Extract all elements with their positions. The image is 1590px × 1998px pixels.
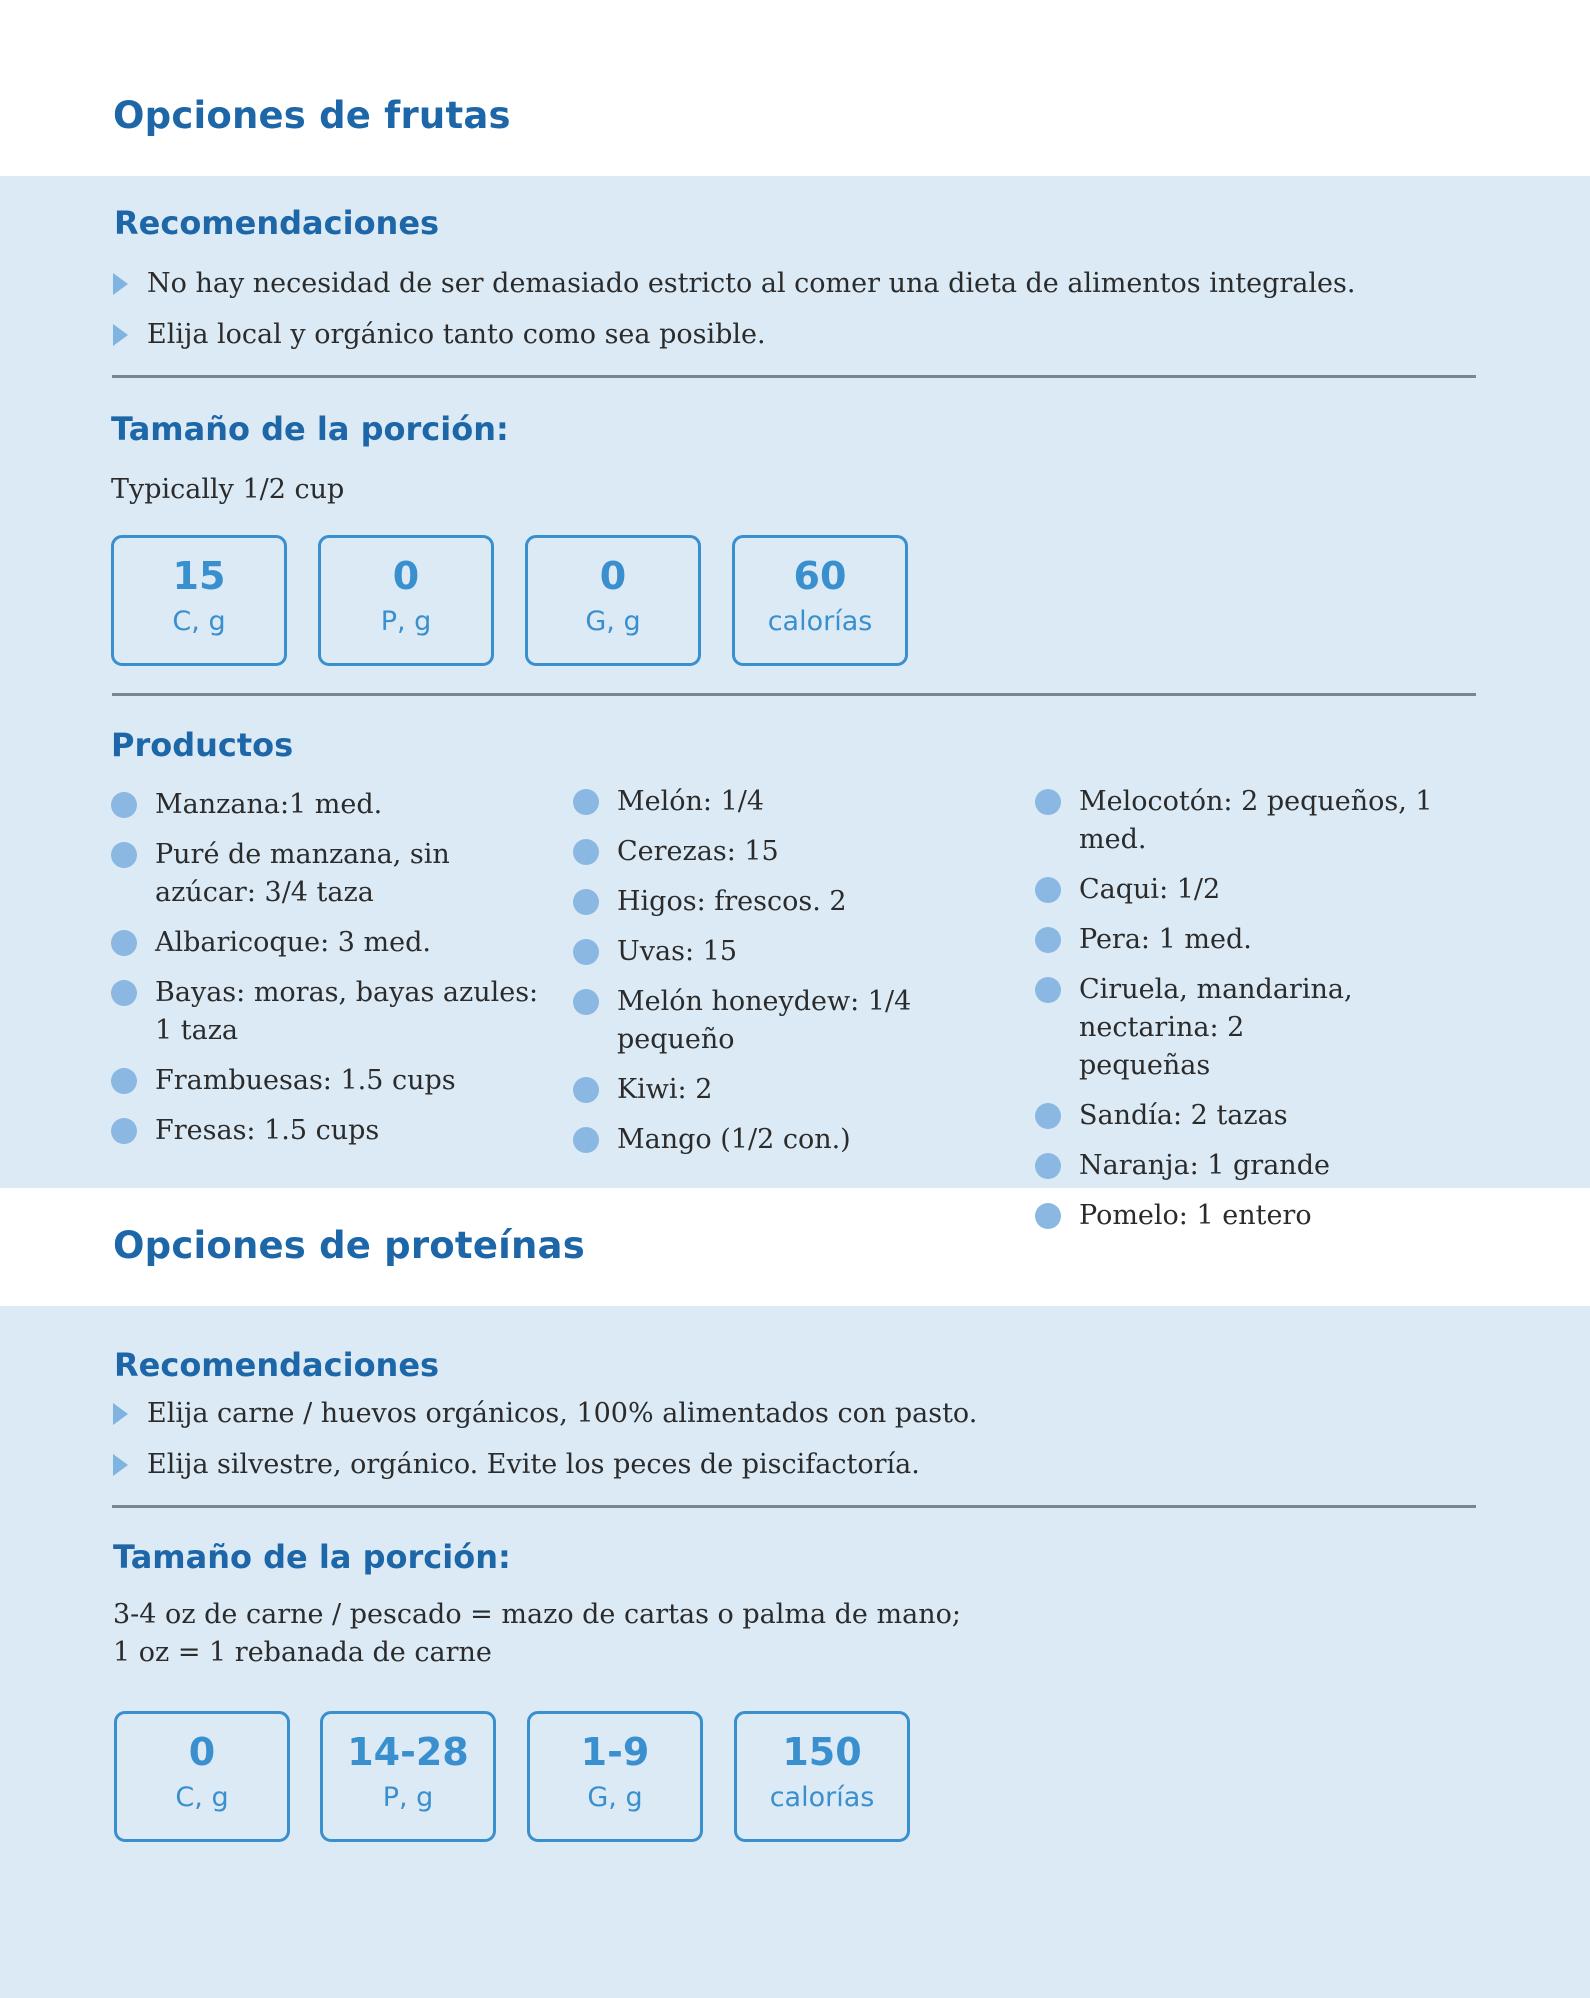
fruits-portion-text: Typically 1/2 cup bbox=[111, 474, 345, 505]
stat-value: 14-28 bbox=[347, 1730, 469, 1774]
circle-bullet-icon bbox=[573, 1077, 599, 1103]
circle-bullet-icon bbox=[1035, 1203, 1061, 1229]
stat-value: 0 bbox=[599, 554, 627, 598]
circle-bullet-icon bbox=[111, 842, 137, 868]
proteins-recommendations-title: Recomendaciones bbox=[114, 1346, 440, 1384]
divider bbox=[112, 375, 1476, 378]
triangle-bullet-icon bbox=[113, 273, 128, 295]
circle-bullet-icon bbox=[1035, 789, 1061, 815]
list-item: Albaricoque: 3 med. bbox=[111, 924, 551, 962]
list-item: Higos: frescos. 2 bbox=[573, 883, 933, 921]
circle-bullet-icon bbox=[1035, 1103, 1061, 1129]
stat-unit: C, g bbox=[175, 1782, 229, 1813]
proteins-protein-card bbox=[320, 1711, 496, 1842]
stat-unit: calorías bbox=[767, 606, 873, 637]
list-item: Elija silvestre, orgánico. Evite los peces de piscifactoría. bbox=[113, 1439, 977, 1490]
circle-bullet-icon bbox=[1035, 877, 1061, 903]
list-item: Mango (1/2 con.) bbox=[573, 1121, 933, 1159]
stat-unit: calorías bbox=[769, 1782, 875, 1813]
circle-bullet-icon bbox=[573, 939, 599, 965]
list-item: Cerezas: 15 bbox=[573, 833, 933, 871]
stat-value: 0 bbox=[188, 1730, 216, 1774]
triangle-bullet-icon bbox=[113, 1403, 128, 1425]
proteins-calories-card bbox=[734, 1711, 910, 1842]
list-item: Kiwi: 2 bbox=[573, 1071, 933, 1109]
list-item: Melón: 1/4 bbox=[573, 783, 933, 821]
proteins-fat-card bbox=[527, 1711, 703, 1842]
circle-bullet-icon bbox=[573, 839, 599, 865]
stat-unit: C, g bbox=[172, 606, 226, 637]
list-item: No hay necesidad de ser demasiado estricto al comer una dieta de alimentos integrales. bbox=[113, 258, 1355, 309]
circle-bullet-icon bbox=[1035, 927, 1061, 953]
list-item: Naranja: 1 grande bbox=[1035, 1147, 1495, 1185]
circle-bullet-icon bbox=[111, 930, 137, 956]
proteins-portion-line-1: 3-4 oz de carne / pescado = mazo de cartas o palma de mano; bbox=[113, 1599, 961, 1630]
circle-bullet-icon bbox=[573, 989, 599, 1015]
fruits-products-title: Productos bbox=[111, 726, 294, 764]
stat-unit: P, g bbox=[382, 1782, 434, 1813]
list-item: Bayas: moras, bayas azules: 1 taza bbox=[111, 974, 551, 1050]
list-item: Elija local y orgánico tanto como sea posible. bbox=[113, 309, 1355, 360]
list-item: Ciruela, mandarina, nectarina: 2 pequeñas bbox=[1035, 971, 1379, 1085]
circle-bullet-icon bbox=[111, 1068, 137, 1094]
proteins-recommendations-list bbox=[113, 1388, 977, 1490]
fruits-fat-card bbox=[525, 535, 701, 666]
proteins-carbs-card bbox=[114, 1711, 290, 1842]
stat-value: 1-9 bbox=[580, 1730, 650, 1774]
circle-bullet-icon bbox=[111, 980, 137, 1006]
list-item: Pera: 1 med. bbox=[1035, 921, 1495, 959]
list-item: Manzana:1 med. bbox=[111, 786, 551, 824]
triangle-bullet-icon bbox=[113, 324, 128, 346]
stat-unit: P, g bbox=[380, 606, 432, 637]
triangle-bullet-icon bbox=[113, 1454, 128, 1476]
fruits-recommendations-list bbox=[113, 258, 1355, 360]
fruits-portion-title: Tamaño de la porción: bbox=[111, 410, 509, 448]
circle-bullet-icon bbox=[573, 789, 599, 815]
list-item: Melocotón: 2 pequeños, 1 med. bbox=[1035, 783, 1495, 859]
circle-bullet-icon bbox=[1035, 1153, 1061, 1179]
list-item: Sandía: 2 tazas bbox=[1035, 1097, 1495, 1135]
list-item: Pomelo: 1 entero bbox=[1035, 1197, 1495, 1235]
stat-value: 60 bbox=[793, 554, 847, 598]
products-column-1 bbox=[111, 786, 551, 1162]
circle-bullet-icon bbox=[111, 1118, 137, 1144]
stat-value: 0 bbox=[392, 554, 420, 598]
list-item: Uvas: 15 bbox=[573, 933, 933, 971]
fruits-carbs-card bbox=[111, 535, 287, 666]
circle-bullet-icon bbox=[573, 889, 599, 915]
products-column-2 bbox=[573, 783, 933, 1171]
circle-bullet-icon bbox=[573, 1127, 599, 1153]
divider bbox=[112, 1505, 1476, 1508]
fruits-protein-card bbox=[318, 535, 494, 666]
proteins-portion-title: Tamaño de la porción: bbox=[113, 1538, 511, 1576]
fruits-recommendations-title: Recomendaciones bbox=[114, 204, 440, 242]
list-item: Melón honeydew: 1/4 pequeño bbox=[573, 983, 933, 1059]
divider bbox=[112, 693, 1476, 696]
fruits-calories-card bbox=[732, 535, 908, 666]
list-item: Caqui: 1/2 bbox=[1035, 871, 1495, 909]
fruits-section-title: Opciones de frutas bbox=[113, 94, 511, 137]
list-item: Elija carne / huevos orgánicos, 100% alimentados con pasto. bbox=[113, 1388, 977, 1439]
stat-unit: G, g bbox=[587, 1782, 643, 1813]
list-item: Fresas: 1.5 cups bbox=[111, 1112, 551, 1150]
circle-bullet-icon bbox=[111, 792, 137, 818]
proteins-section-title: Opciones de proteínas bbox=[113, 1224, 585, 1267]
stat-value: 150 bbox=[782, 1730, 862, 1774]
products-column-3 bbox=[1035, 783, 1495, 1247]
proteins-portion-line-2: 1 oz = 1 rebanada de carne bbox=[113, 1637, 492, 1668]
stat-unit: G, g bbox=[585, 606, 641, 637]
stat-value: 15 bbox=[172, 554, 226, 598]
list-item: Puré de manzana, sin azúcar: 3/4 taza bbox=[111, 836, 551, 912]
circle-bullet-icon bbox=[1035, 977, 1061, 1003]
list-item: Frambuesas: 1.5 cups bbox=[111, 1062, 551, 1100]
